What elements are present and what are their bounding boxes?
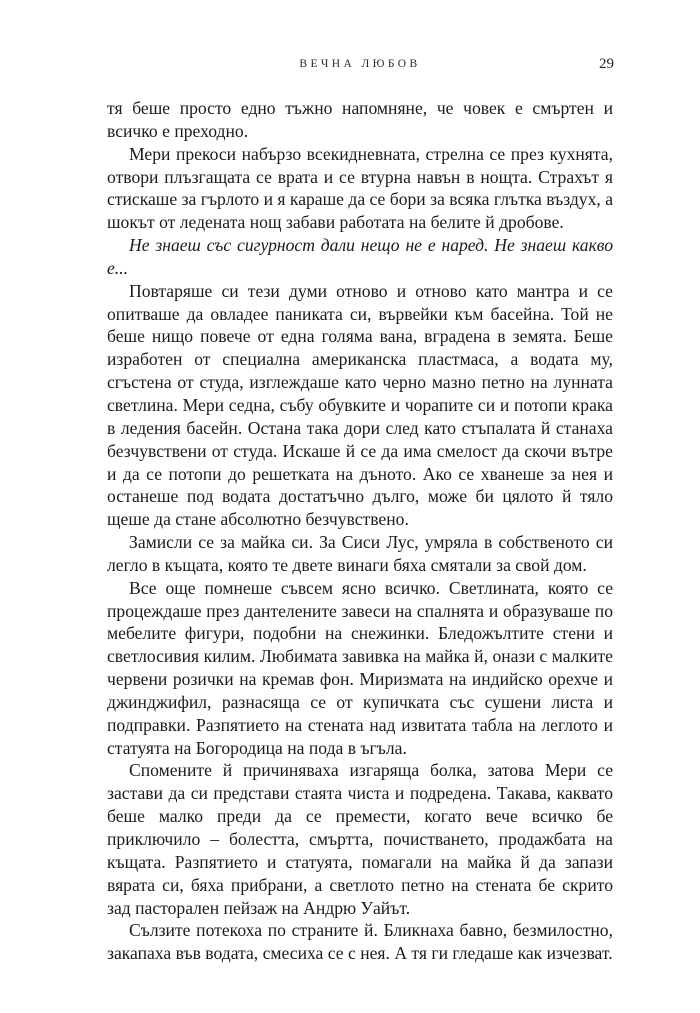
paragraph: Мери прекоси набързо всекидневната, стрелна се през кухнята, отвори плъзгащата се врата и се втурна навън в нощта. Страхът я стискаше за гърлото и я караше да се бори за всяка глътка въздух, а шокът от ледената нощ забави работата на белите й дробове. bbox=[107, 143, 613, 233]
running-title: ВЕЧНА ЛЮБОВ bbox=[299, 58, 421, 70]
paragraph: Замисли се за майка си. За Сиси Лус, умряла в собственото си легло в къщата, която те двете винаги бяха смятали за свой дом. bbox=[107, 532, 613, 575]
paragraph-continuation: тя беше просто едно тъжно напомняне, че човек е смъртен и всичко е преходно. bbox=[107, 98, 613, 141]
paragraph: Сълзите потекоха по страните й. Бликнаха бавно, безмилостно, закапаха във водата, смесиха се с нея. А тя ги гледаше как изчезват. bbox=[107, 920, 613, 964]
paragraph: Спомените й причиняваха изгаряща болка, затова Мери се застави да си представи стаята чиста и подредена. Такава, каквато беше малко преди да се премести, когато вече всичко бе приключило – болестта, смъртта, почистването, продажбата на къщата. Разпятието и статуята, помагали на майка й да запази вярата си, бяха прибрани, а светлото петно на стената бе скрито зад пасторален пейзаж на Андрю Уайът. bbox=[107, 760, 613, 918]
italic-thought-paragraph: Не знаеш със сигурност дали нещо не е наред. Не знаеш какво е... bbox=[107, 235, 613, 278]
paragraph: Все още помнеше съвсем ясно всичко. Светлината, която се процеждаше през дантелените завеси на спалнята и образуваше по мебелите фигури, подобни на снежинки. Бледожълтите стени и светлосивия килим. Любимата завивка на майка й, онази с малките червени розички на кремав фон. Миризмата на индийско орехче и джинджифил, разнасяща се от купичката със сушени листа и подправки. Разпятието на стената над извитата табла на леглото и статуята на Богородица на пода в ъгъла. bbox=[107, 577, 613, 758]
body-text bbox=[107, 97, 613, 965]
page-number: 29 bbox=[599, 56, 614, 72]
running-header bbox=[106, 56, 614, 80]
paragraph: Повтаряше си тези думи отново и отново като мантра и се опитваше да овладее паниката си, вървейки към басейна. Той не беше нищо повече от една голяма вана, вградена в земята. Беше изработен от специална американска пластмаса, а водата му, сгъстена от студа, изглеждаше като черно мазно петно на лунната светлина. Мери седна, събу обувките и чорапите си и потопи крака в ледения басейн. Остана така дори след като стъпалата й станаха безчувствени от студа. Искаше й се да има смелост да скочи вътре и да се потопи до решетката на дъното. Ако се хванеше за нея и останеше под водата достатъчно дълго, може би цялото й тяло щеше да стане абсолютно безчувствено. bbox=[107, 280, 613, 530]
